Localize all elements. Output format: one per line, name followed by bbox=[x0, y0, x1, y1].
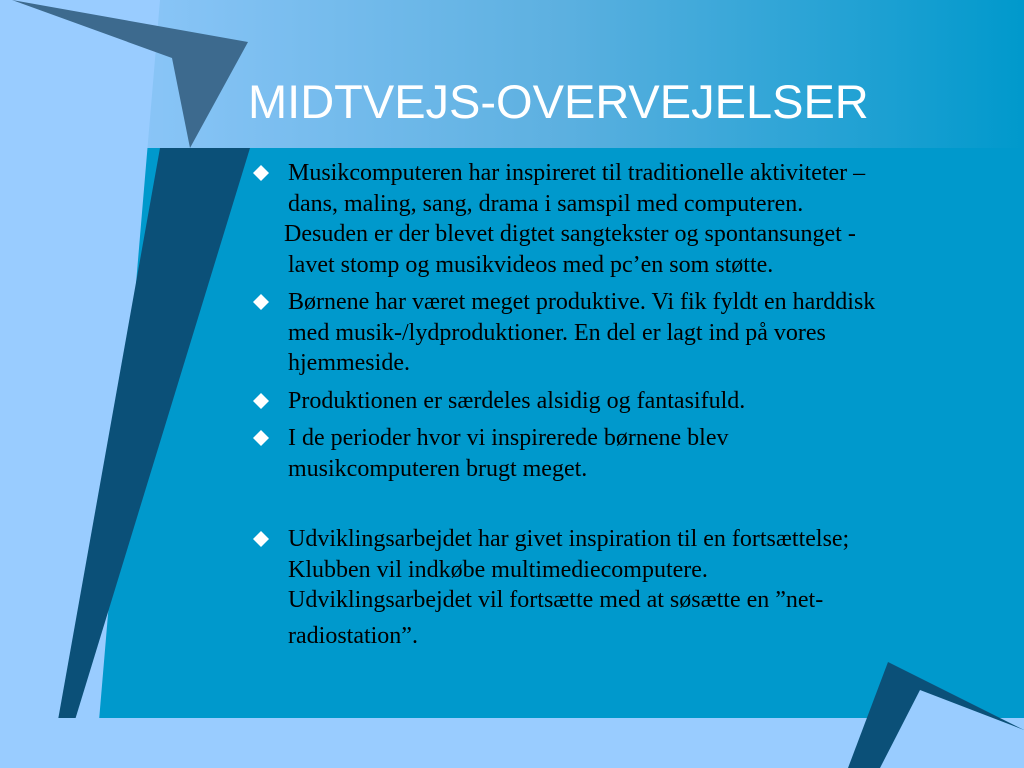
bullet-line: Børnene har været meget produktive. Vi fik fyldt en harddisk bbox=[288, 289, 876, 315]
bullet-item bbox=[252, 524, 994, 656]
bullet-line: musikcomputeren brugt meget. bbox=[288, 455, 588, 482]
bullet-line: Udviklingsarbejdet har givet inspiration til en fortsættelse; bbox=[288, 526, 850, 552]
bullet-line: lavet stomp og musikvideos med pc’en som støtte. bbox=[288, 251, 774, 278]
bullet-line: Produktionen er særdeles alsidig og fantasifuld. bbox=[288, 387, 746, 414]
bullet-item bbox=[252, 423, 994, 484]
bullet-line: Udviklingsarbejdet vil fortsætte med at søsætte en ”net- bbox=[288, 587, 824, 613]
diamond-bullet-icon bbox=[252, 530, 270, 548]
diamond-bullet-icon bbox=[252, 429, 270, 447]
bullet-line: radiostation”. bbox=[288, 622, 418, 649]
bullet-line: med musik-/lydproduktioner. En del er lagt ind på vores bbox=[288, 319, 826, 346]
bullet-line: dans, maling, sang, drama i samspil med computeren. bbox=[288, 190, 804, 217]
bullet-line: hjemmeside. bbox=[288, 350, 410, 376]
bullet-item bbox=[252, 386, 994, 417]
bullet-item bbox=[252, 158, 994, 280]
bullet-item bbox=[252, 287, 994, 379]
diamond-bullet-icon bbox=[252, 392, 270, 410]
bullet-line: Klubben vil indkøbe multimediecomputere. bbox=[288, 556, 708, 583]
bullet-line: Desuden er der blevet digtet sangtekster og spontansunget - bbox=[284, 221, 856, 247]
bullet-line: I de perioder hvor vi inspirerede børnene blev bbox=[288, 425, 729, 451]
diamond-bullet-icon bbox=[252, 293, 270, 311]
bullet-list bbox=[252, 158, 994, 663]
diamond-bullet-icon bbox=[252, 164, 270, 182]
bullet-line: Musikcomputeren har inspireret til traditionelle aktiviteter – bbox=[288, 160, 866, 186]
slide-title: MIDTVEJS-OVERVEJELSER bbox=[248, 75, 869, 128]
